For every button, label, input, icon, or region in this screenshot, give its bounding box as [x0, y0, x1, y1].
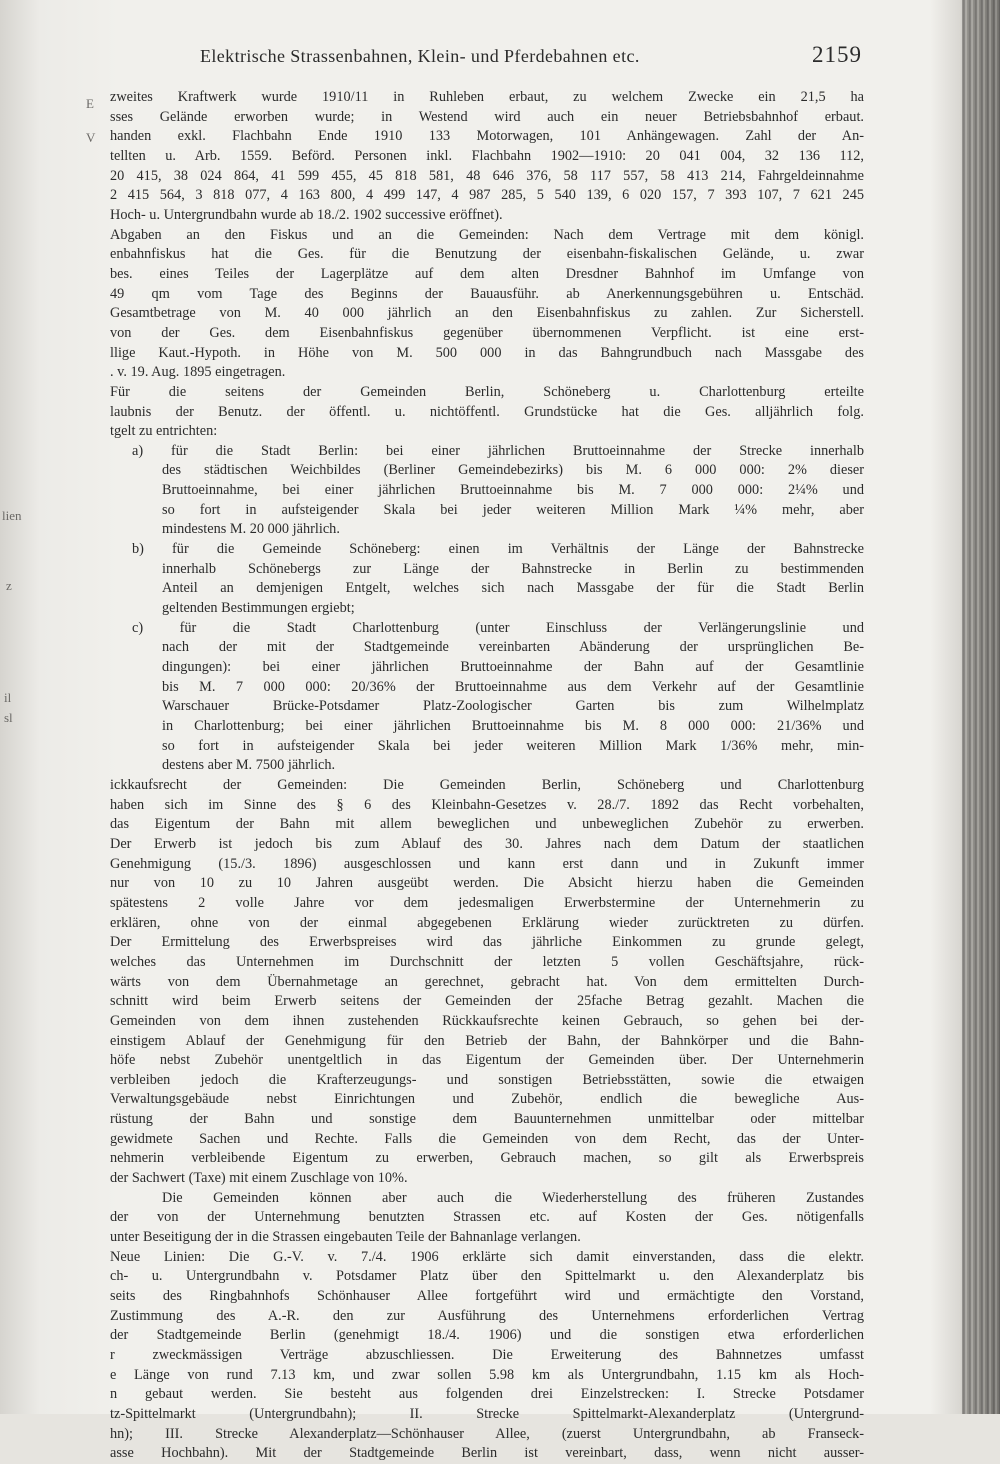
- text-line: so fort in aufsteigender Skala bei jeder weiteren Million Mark 1/36% mehr, min-: [162, 737, 864, 754]
- text-line: von der Ges. dem Eisenbahnfiskus gegenüber übernommenen Verpflicht. ist eine erst-: [110, 324, 864, 341]
- body-text: [110, 88, 864, 1464]
- text-line: 2 415 564, 3 818 077, 4 163 800, 4 499 147, 4 987 285, 5 540 139, 6 020 157, 7 393 107, 7 621 245: [110, 187, 864, 204]
- text-line: . v. 19. Aug. 1895 eingetragen.: [110, 364, 286, 381]
- text-line: destens aber M. 7500 jährlich.: [162, 757, 336, 774]
- text-line: rüstung der Bahn und sonstige dem Bauunternehmen unmittelbar oder mittelbar: [110, 1111, 864, 1128]
- text-line: handen exkl. Flachbahn Ende 1910 133 Motorwagen, 101 Anhängewagen. Zahl der An-: [110, 128, 864, 145]
- text-line: erklären, ohne von der einmal abgegebenen Erklärung wieder zurücktreten zu dürfen.: [110, 914, 864, 931]
- text-line: der Stadtgemeinde Berlin (genehmigt 18./4. 1906) und die sonstigen etwa erforderlichen: [110, 1327, 864, 1344]
- text-line: ch- u. Untergrundbahn v. Potsdamer Platz über den Spittelmarkt u. den Alexanderplatz bis: [110, 1268, 864, 1285]
- text-line: wärts von dem Übernahmetage an gerechnet, gebracht hat. Von dem ermittelten Durch-: [110, 973, 864, 990]
- text-line: bes. eines Teiles der Lagerplätze auf dem alten Dresdner Bahnhof im Umfange von: [110, 265, 864, 282]
- text-line: haben sich im Sinne des § 6 des Kleinbahn-Gesetzes v. 28./7. 1892 das Recht vorbehalten,: [110, 796, 864, 813]
- text-line: welches das Unternehmen im Durchschnitt der letzten 5 vollen Geschäftsjahre, rück-: [110, 953, 864, 970]
- section-heading-line: Abgaben an den Fiskus und an die Gemeinden: Nach dem Vertrage mit dem königl.: [110, 226, 864, 243]
- text-line: innerhalb Schönebergs zur Länge der Bahnstrecke in Berlin zu bestimmenden: [162, 560, 864, 577]
- text-line: 49 qm vom Tage des Beginns der Bauausführ. ab Anerkennungsgebühren u. Entschäd.: [110, 285, 864, 302]
- section-heading-line: ickkaufsrecht der Gemeinden: Die Gemeinden Berlin, Schöneberg und Charlottenburg: [110, 776, 864, 793]
- text-line: nur von 10 zu 10 Jahren ausgeübt werden. Die Absicht hierzu haben die Gemeinden: [110, 875, 864, 892]
- text-line: nehmerin verbleibende Eigentum zu erwerben, Gebrauch machen, so gilt als Erwerbspreis: [110, 1150, 864, 1167]
- text-line: höfe nebst Zubehör unentgeltlich in das Eigentum der Gemeinden über. Der Unternehmerin: [110, 1052, 864, 1069]
- text-line: n gebaut werden. Sie besteht aus folgenden drei Einzelstrecken: I. Strecke Potsdamer: [110, 1386, 864, 1403]
- section-heading-line: Neue Linien: Die G.-V. v. 7./4. 1906 erklärte sich damit einverstanden, dass die elektr.: [110, 1248, 864, 1265]
- page-number: 2159: [812, 42, 862, 67]
- text-line: Warschauer Brücke-Potsdamer Platz-Zoologischer Garten bis zum Wilhelmplatz: [162, 698, 864, 715]
- text-line: r zweckmässigen Verträge abzuschliessen. Die Erweiterung des Bahnnetzes umfasst: [110, 1347, 864, 1363]
- text-line: des städtischen Weichbildes (Berliner Gemeindebezirks) bis M. 6 000 000: 2% dieser: [162, 462, 864, 479]
- text-line: gewidmete Sachen und Rechte. Falls die Gemeinden von dem Recht, das der Unter-: [110, 1130, 864, 1147]
- text-line: der Sachwert (Taxe) mit einem Zuschlage von 10%.: [110, 1170, 408, 1187]
- margin-fragment: E: [86, 96, 94, 111]
- text-line: spätestens 2 volle Jahre vor dem jedesmaligen Erwerbstermine der Unternehmerin zu: [110, 894, 864, 911]
- text-line: Bruttoeinnahme, bei einer jährlichen Bruttoeinnahme bis M. 7 000 000: 2¼% und: [162, 482, 864, 499]
- margin-fragment: il: [4, 690, 12, 705]
- text-line: Der Ermittelung des Erwerbspreises wird das jährliche Einkommen zu grunde gelegt,: [110, 934, 864, 951]
- text-line: einstigem Ablauf der Genehmigung für den Betrieb der Bahn, der Bahnkörper und die Bahn-: [110, 1032, 864, 1049]
- text-line: seits des Ringbahnhofs Schönhauser Allee fortgeführt wird und ermächtigte den Vorstand,: [110, 1288, 864, 1305]
- text-line: Für die seitens der Gemeinden Berlin, Schöneberg u. Charlottenburg erteilte: [110, 383, 864, 400]
- text-line: in Charlottenburg; bei einer jährlichen Bruttoeinnahme bis M. 8 000 000: 21/36% und: [162, 718, 864, 734]
- text-line: zweites Kraftwerk wurde 1910/11 in Ruhleben erbaut, zu welchem Zwecke ein 21,5 ha: [110, 89, 864, 105]
- book-spine-shadow: [962, 0, 1000, 1414]
- text-line: tz-Spittelmarkt (Untergrundbahn); II. Strecke Spittelmarkt-Alexanderplatz (Untergrund-: [110, 1405, 864, 1422]
- text-line: mindestens M. 20 000 jährlich.: [162, 521, 340, 538]
- text-line: Der Erwerb ist jedoch bis zum Ablauf des 30. Jahres nach dem Datum der staatlichen: [110, 835, 864, 852]
- text-line: laubnis der Benutz. der öffentl. u. nichtöffentl. Grundstücke hat die Ges. alljährlich folg.: [110, 403, 864, 420]
- text-line: enbahnfiskus hat die Ges. für die Benutzung der eisenbahn-fiskalischen Gelände, u. zwar: [110, 246, 864, 263]
- text-line: nach der mit der Stadtgemeinde vereinbarten Abänderung der ursprünglichen Be-: [162, 639, 864, 656]
- page-header: [200, 42, 880, 72]
- text-line: tgelt zu entrichten:: [110, 423, 218, 440]
- text-line: Die Gemeinden können aber auch die Wiederherstellung des früheren Zustandes: [162, 1189, 864, 1206]
- list-item-line: a) für die Stadt Berlin: bei einer jährlichen Bruttoeinnahme der Strecke innerhalb: [132, 442, 864, 459]
- text-line: Verwaltungsgebäude nebst Einrichtungen und Zubehör, endlich die bewegliche Aus-: [110, 1091, 864, 1108]
- running-title: Elektrische Strassenbahnen, Klein- und Pferdebahnen etc.: [200, 46, 640, 66]
- margin-fragment: sl: [4, 710, 13, 725]
- text-line: asse Hochbahn). Mit der Stadtgemeinde Berlin ist vereinbart, dass, wenn nicht ausser-: [110, 1445, 864, 1462]
- text-line: so fort in aufsteigender Skala bei jeder weiteren Million Mark ¼% mehr, aber: [162, 501, 864, 518]
- list-item-line: b) für die Gemeinde Schöneberg: einen im Verhältnis der Länge der Bahnstrecke: [132, 541, 864, 558]
- text-line: unter Beseitigung der in die Strassen eingebauten Teile der Bahnanlage verlangen.: [110, 1229, 581, 1246]
- text-line: bis M. 7 000 000: 20/36% der Bruttoeinnahme aus dem Verkehr auf der Gesamtlinie: [162, 678, 864, 695]
- text-line: Gesamtbetrage von M. 40 000 jährlich an den Eisenbahnfiskus zu zahlen. Zur Sicherstell.: [110, 305, 864, 322]
- text-line: dingungen): bei einer jährlichen Bruttoeinnahme der Bahn auf der Gesamtlinie: [162, 659, 864, 676]
- text-line: Hoch- u. Untergrundbahn wurde ab 18./2. 1902 successive eröffnet).: [110, 206, 503, 223]
- text-line: schnitt wird beim Erwerb seitens der Gemeinden der 25fache Betrag gezahlt. Machen die: [110, 993, 864, 1010]
- text-line: tellten u. Arb. 1559. Beförd. Personen inkl. Flachbahn 1902—1910: 20 041 004, 32 136 112,: [110, 147, 864, 164]
- text-line: 20 415, 38 024 864, 41 599 455, 45 818 581, 48 646 376, 58 117 557, 58 413 214, Fahrgeldeinnahme: [110, 167, 864, 184]
- text-line: Zustimmung des A.-R. den zur Ausführung des Unternehmens erforderlichen Vertrag: [110, 1307, 864, 1324]
- text-line: geltenden Bestimmungen ergiebt;: [162, 600, 355, 617]
- text-line: Anteil an demjenigen Entgelt, welches sich nach Massgabe der für die Stadt Berlin: [162, 580, 864, 597]
- text-line: sses Gelände erworben wurde; in Westend wird auch ein neuer Betriebsbahnhof erbaut.: [110, 108, 864, 125]
- text-line: Genehmigung (15./3. 1896) ausgeschlossen und kann erst dann und in Zukunft immer: [110, 855, 864, 872]
- text-line: llige Kaut.-Hypoth. in Höhe von M. 500 000 in das Bahngrundbuch nach Massgabe des: [110, 344, 864, 361]
- text-line: verbleiben jedoch die Krafterzeugungs- und sonstigen Betriebsstätten, sowie die etwaigen: [110, 1071, 864, 1088]
- margin-fragment: lien: [2, 508, 22, 523]
- text-line: hn); III. Strecke Alexanderplatz—Schönhauser Allee, (zuerst Untergrundbahn, ab Franseck-: [110, 1425, 864, 1442]
- text-line: Gemeinden von dem ihnen zustehenden Rückkaufsrechte keinen Gebrauch, so gehen bei der-: [110, 1012, 864, 1029]
- text-line: der von der Unternehmung benutzten Strassen etc. auf Kosten der Ges. nötigenfalls: [110, 1209, 864, 1226]
- margin-fragment: z: [6, 578, 12, 593]
- margin-fragment: V: [86, 130, 96, 145]
- text-line: das Eigentum der Bahn mit allem beweglichen und unbeweglichen Zubehör zu erwerben.: [110, 816, 864, 833]
- list-item-line: c) für die Stadt Charlottenburg (unter Einschluss der Verlängerungslinie und: [132, 619, 864, 636]
- text-line: e Länge von rund 7.13 km, und zwar sollen 5.98 km als Untergrundbahn, 1.15 km als Hoch-: [110, 1366, 864, 1383]
